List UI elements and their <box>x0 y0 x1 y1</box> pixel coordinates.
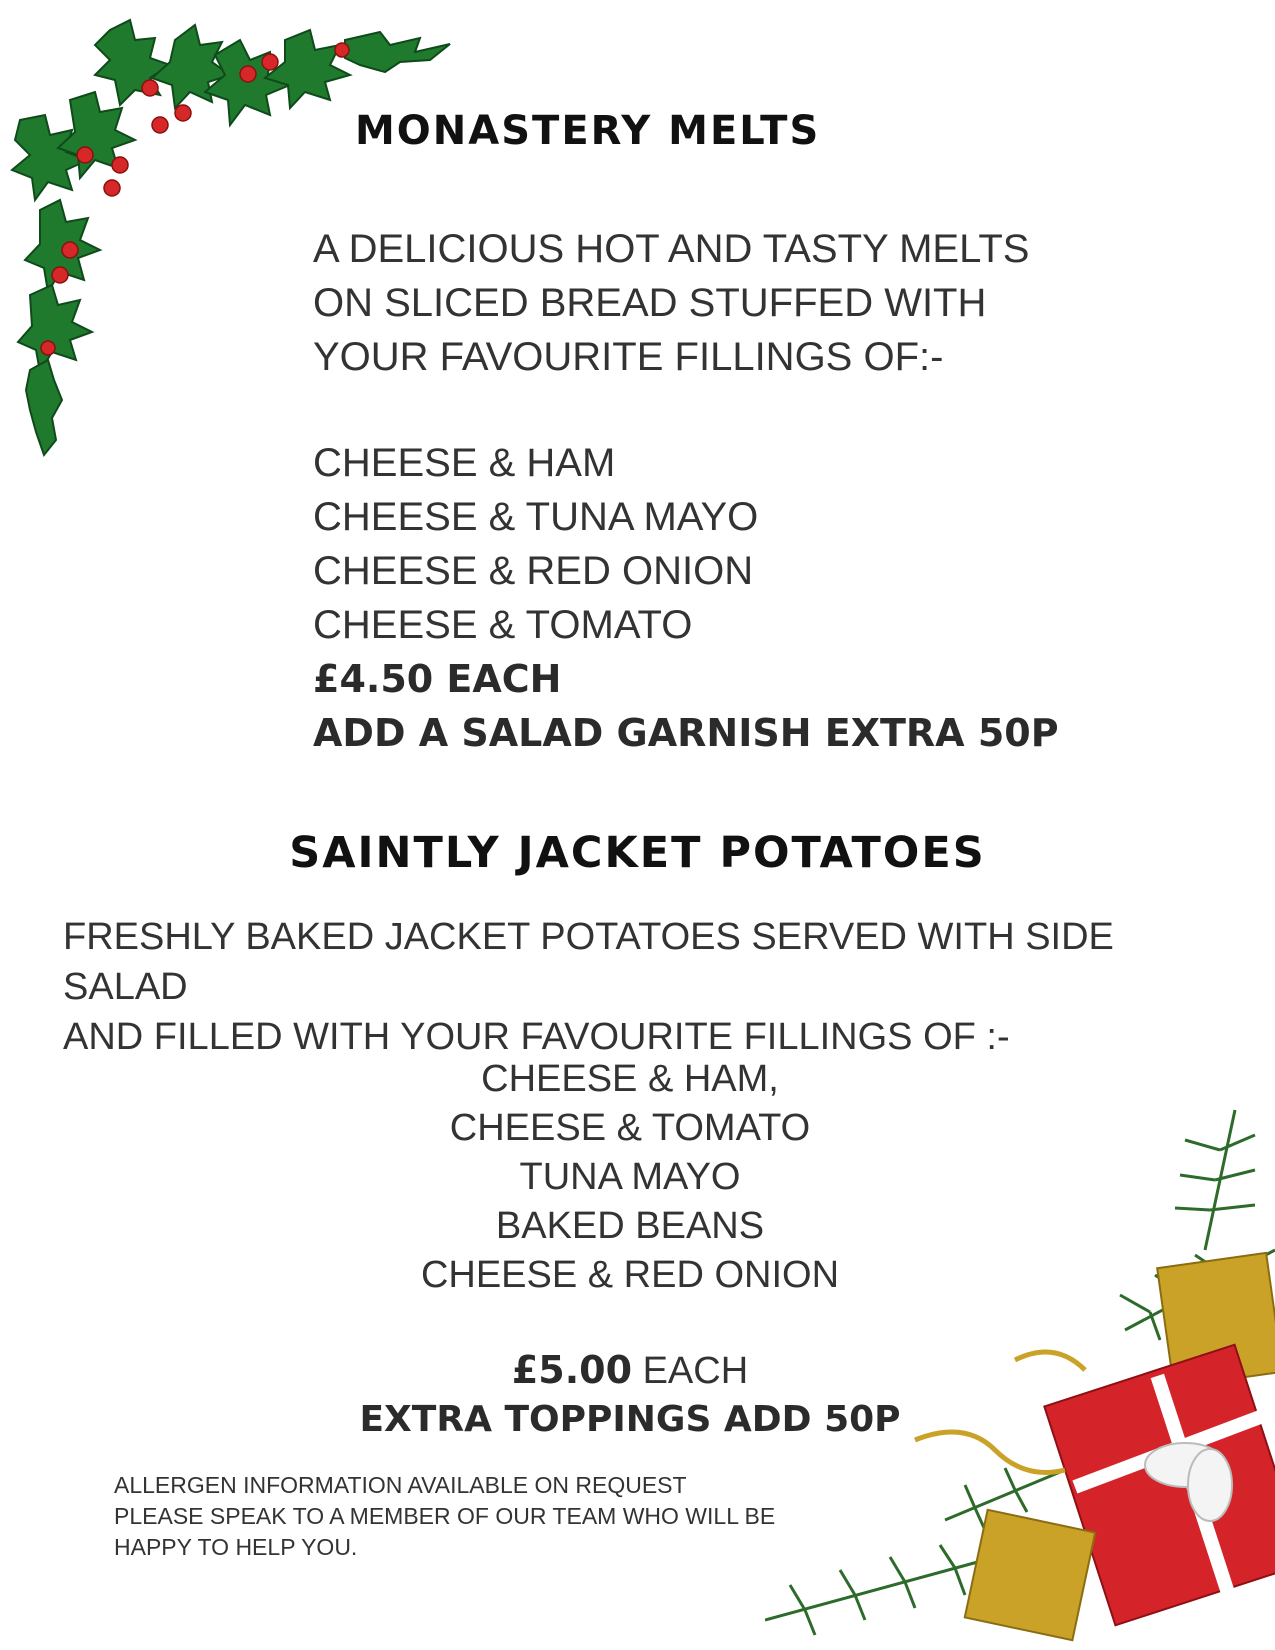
allergen-line: HAPPY TO HELP YOU. <box>114 1534 358 1560</box>
melts-garnish-extra: ADD A SALAD GARNISH EXTRA 50P <box>313 711 1059 755</box>
melts-fillings-list <box>313 436 758 652</box>
holly-berry <box>112 157 128 173</box>
holly-berry <box>52 267 68 283</box>
allergen-line: PLEASE SPEAK TO A MEMBER OF OUR TEAM WHO WILL BE <box>114 1503 776 1529</box>
holly-berry <box>335 43 349 57</box>
holly-leaf <box>95 20 170 105</box>
jacket-filling-item: CHEESE & TOMATO <box>449 1107 811 1149</box>
jacket-description <box>63 912 1243 1062</box>
allergen-note <box>114 1470 874 1563</box>
jacket-description-line: AND FILLED WITH YOUR FAVOURITE FILLINGS OF :- <box>63 1016 1010 1058</box>
melts-filling-item: CHEESE & TOMATO <box>313 603 693 647</box>
jacket-filling-item: TUNA MAYO <box>519 1156 741 1198</box>
melts-description-line: YOUR FAVOURITE FILLINGS OF:- <box>313 335 944 379</box>
holly-berry <box>262 54 278 70</box>
jacket-filling-item: BAKED BEANS <box>495 1205 765 1247</box>
melts-description-line: A DELICIOUS HOT AND TASTY MELTS <box>313 227 1030 271</box>
melts-filling-item: CHEESE & TUNA MAYO <box>313 495 759 539</box>
jacket-price-suffix: EACH <box>632 1350 749 1392</box>
holly-leaf <box>345 32 450 72</box>
holly-leaf <box>265 30 350 108</box>
melts-description <box>313 222 1113 384</box>
jacket-price <box>0 1346 1260 1395</box>
jacket-fillings-list <box>0 1055 1260 1300</box>
holly-berry <box>41 341 55 355</box>
jacket-description-line: FRESHLY BAKED JACKET POTATOES SERVED WITH SIDE SALAD <box>63 916 1114 1008</box>
holly-berry <box>152 117 168 133</box>
melts-title: MONASTERY MELTS <box>355 108 821 154</box>
holly-berry <box>104 180 120 196</box>
jacket-filling-item: CHEESE & RED ONION <box>420 1254 840 1296</box>
holly-berry <box>240 66 256 82</box>
melts-filling-item: CHEESE & RED ONION <box>313 549 754 593</box>
melts-description-line: ON SLICED BREAD STUFFED WITH <box>313 281 987 325</box>
jacket-price-amount: £5.00 <box>511 1348 633 1392</box>
holly-berry <box>142 80 158 96</box>
gift-bow <box>1188 1449 1232 1521</box>
holly-berry <box>77 147 93 163</box>
jacket-title: SAINTLY JACKET POTATOES <box>289 828 986 878</box>
gold-gift <box>965 1510 1095 1640</box>
allergen-line: ALLERGEN INFORMATION AVAILABLE ON REQUEST <box>114 1472 687 1498</box>
holly-berry <box>62 242 78 258</box>
jacket-filling-item: CHEESE & HAM, <box>481 1058 779 1100</box>
holly-berry <box>175 105 191 121</box>
melts-price: £4.50 EACH <box>313 657 562 701</box>
holly-leaf <box>26 360 62 455</box>
jacket-toppings-extra: EXTRA TOPPINGS ADD 50P <box>359 1399 901 1440</box>
melts-filling-item: CHEESE & HAM <box>313 441 616 485</box>
holly-leaf <box>18 285 92 372</box>
